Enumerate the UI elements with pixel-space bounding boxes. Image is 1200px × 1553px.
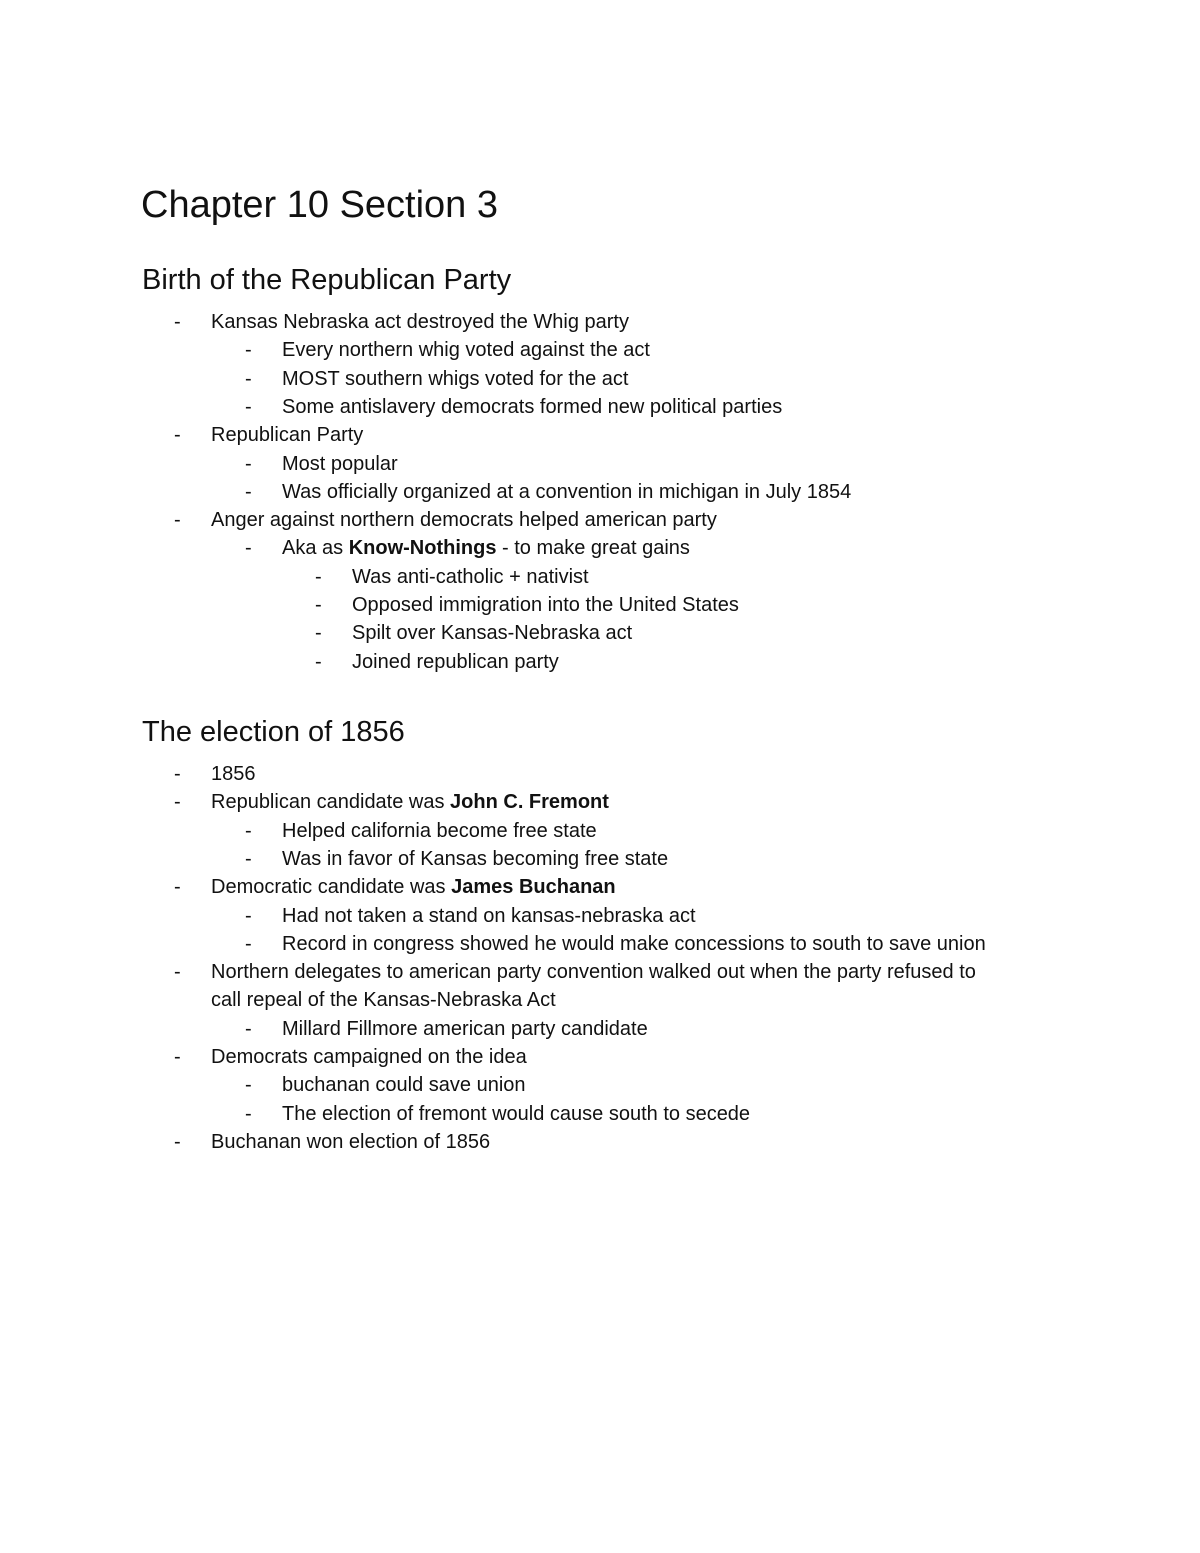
section-heading-election-of-1856: The election of 1856 xyxy=(142,716,405,748)
list-item-text: Most popular xyxy=(282,452,398,475)
bullet-dash: - xyxy=(174,763,181,785)
bullet-dash: - xyxy=(245,904,252,927)
list-item-text: The election of fremont would cause south to secede xyxy=(282,1102,751,1125)
bullet-dash: - xyxy=(245,932,252,955)
list-item-text: Republican Party xyxy=(211,424,364,447)
page-title: Chapter 10 Section 3 xyxy=(141,184,499,226)
list-item-text: Record in congress showed he would make concessions to south to save union xyxy=(282,932,986,955)
list-item-bold-term: James Buchanan xyxy=(451,876,616,899)
list-item-text-before: Aka as xyxy=(282,537,349,560)
list-item-text: Democrats campaigned on the idea xyxy=(211,1046,527,1068)
list-item-text: Kansas Nebraska act destroyed the Whig party xyxy=(211,311,629,333)
bullet-dash: - xyxy=(174,961,181,984)
list-item-text: Joined republican party xyxy=(352,650,559,673)
list-item-text xyxy=(211,788,609,816)
bullet-dash: - xyxy=(245,339,252,362)
list-item-text xyxy=(211,873,616,901)
list-item-text: Helped california become free state xyxy=(282,819,597,842)
list-item-text-after: - to make great gains xyxy=(496,537,690,560)
list-item-bold-term: Know-Nothings xyxy=(348,537,497,560)
bullet-dash: - xyxy=(245,537,252,560)
list-item-text: Anger against northern democrats helped american party xyxy=(211,509,717,532)
list-item-text: Was in favor of Kansas becoming free state xyxy=(282,847,669,870)
bullet-dash: - xyxy=(245,395,252,418)
list-item-text-before: Democratic candidate was xyxy=(211,876,452,899)
list-item-text: MOST southern whigs voted for the act xyxy=(282,367,629,390)
bullet-dash: - xyxy=(245,1102,252,1125)
bullet-dash: - xyxy=(315,622,322,645)
bullet-dash: - xyxy=(245,452,252,475)
bullet-dash: - xyxy=(174,791,181,814)
bullet-dash: - xyxy=(245,819,252,842)
bullet-dash: - xyxy=(245,1074,252,1097)
list-item-text: Spilt over Kansas-Nebraska act xyxy=(352,622,633,645)
list-item-text: Had not taken a stand on kansas-nebraska act xyxy=(282,904,696,927)
bullet-dash: - xyxy=(315,565,322,588)
bullet-dash: - xyxy=(174,424,181,447)
bullet-dash: - xyxy=(174,509,181,532)
list-item-text: call repeal of the Kansas-Nebraska Act xyxy=(211,989,556,1012)
list-item-text: Opposed immigration into the United States xyxy=(352,594,739,616)
list-item-text: Millard Fillmore american party candidate xyxy=(282,1017,648,1040)
list-item-text: buchanan could save union xyxy=(282,1074,526,1097)
bullet-dash: - xyxy=(315,594,322,616)
list-item-text: Buchanan won election of 1856 xyxy=(211,1130,491,1153)
list-item-text: Northern delegates to american party convention walked out when the party refused to xyxy=(211,961,976,984)
list-item-text: Was anti-catholic + nativist xyxy=(352,565,589,588)
bullet-dash: - xyxy=(174,311,181,333)
list-item-text: Every northern whig voted against the act xyxy=(282,339,650,362)
list-item-text: 1856 xyxy=(211,763,256,785)
list-item-text xyxy=(282,534,690,562)
bullet-dash: - xyxy=(315,650,322,673)
list-item-bold-term: John C. Fremont xyxy=(450,791,609,814)
bullet-dash: - xyxy=(245,847,252,870)
list-item-text: Some antislavery democrats formed new political parties xyxy=(282,395,783,418)
bullet-dash: - xyxy=(245,1017,252,1040)
bullet-dash: - xyxy=(174,1046,181,1068)
bullet-dash: - xyxy=(245,480,252,503)
section-heading-birth-of-republican-party: Birth of the Republican Party xyxy=(142,264,512,296)
list-item-text-before: Republican candidate was xyxy=(211,791,451,814)
bullet-dash: - xyxy=(174,1130,181,1153)
bullet-dash: - xyxy=(245,367,252,390)
list-item-text: Was officially organized at a convention in michigan in July 1854 xyxy=(282,480,852,503)
bullet-dash: - xyxy=(174,876,181,899)
